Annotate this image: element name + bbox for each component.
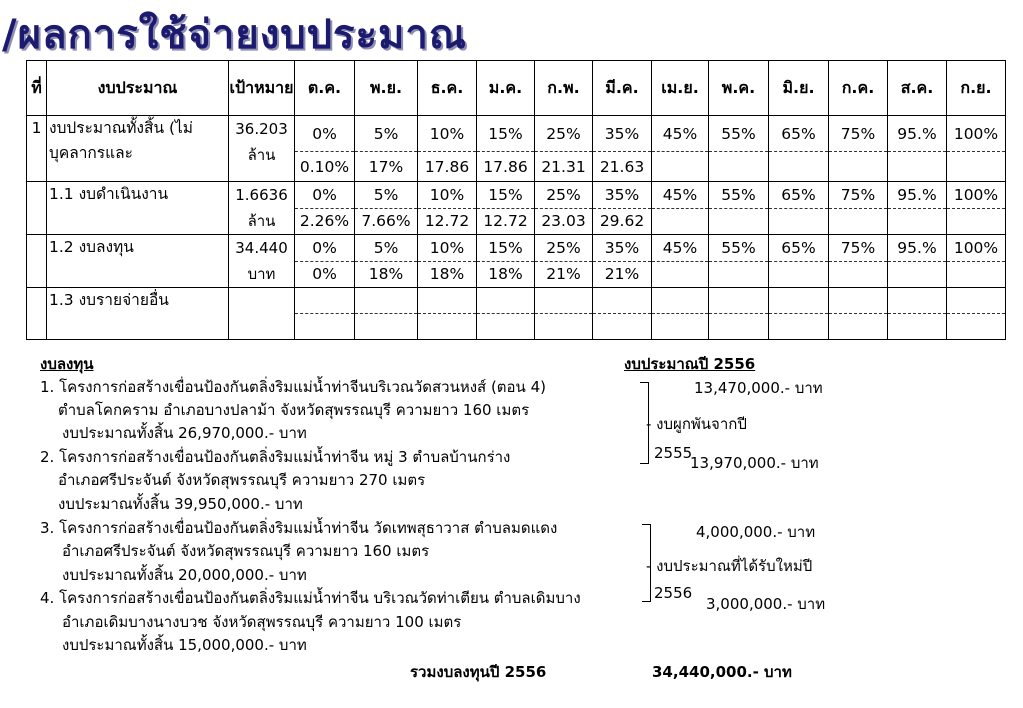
actual-cell [769, 152, 829, 182]
plan-cell: 65% [769, 235, 829, 262]
table-row [27, 288, 1006, 314]
actual-cell [709, 152, 769, 182]
actual-cell [709, 314, 769, 340]
plan-cell [652, 288, 709, 314]
actual-cell [829, 261, 888, 288]
plan-cell [947, 288, 1006, 314]
table-header-row [27, 61, 1006, 116]
budget-label: 1.1 งบดำเนินงาน [47, 182, 229, 235]
column-header: ก.พ. [535, 61, 593, 116]
plan-cell: 100% [947, 182, 1006, 209]
table-row [27, 235, 1006, 262]
project-line: งบประมาณทั้งสิ้น 26,970,000.- บาท [62, 424, 307, 442]
plan-cell: 45% [652, 116, 709, 152]
plan-cell: 55% [709, 235, 769, 262]
actual-cell: 2.26% [295, 208, 355, 235]
row-number [27, 288, 47, 340]
actual-cell: 18% [418, 261, 477, 288]
plan-cell: 15% [477, 182, 535, 209]
plan-cell: 55% [709, 182, 769, 209]
column-header: ก.ค. [829, 61, 888, 116]
column-header: ที่ [27, 61, 47, 116]
column-header: ธ.ค. [418, 61, 477, 116]
project-line: 4. โครงการก่อสร้างเขื่อนป้องกันตลิ่งริมแม่น้ำท่าจีน บริเวณวัดท่าเตียน ตำบลเดิมบาง [40, 589, 581, 607]
plan-cell [888, 288, 947, 314]
target-cell [229, 116, 295, 182]
plan-cell [355, 288, 418, 314]
actual-cell: 17% [355, 152, 418, 182]
plan-cell: 0% [295, 235, 355, 262]
target-unit: ล้าน [247, 146, 276, 164]
column-header: พ.ค. [709, 61, 769, 116]
column-header: เป้าหมาย [229, 61, 295, 116]
project-line: อำเภอศรีประจันต์ จังหวัดสุพรรณบุรี ความยาว 160 เมตร [62, 542, 430, 560]
actual-cell [769, 314, 829, 340]
plan-cell: 35% [593, 116, 652, 152]
amount: 13,970,000.- บาท [690, 454, 819, 472]
plan-cell: 45% [652, 235, 709, 262]
plan-cell [709, 288, 769, 314]
actual-cell [652, 261, 709, 288]
project-line: 1. โครงการก่อสร้างเขื่อนป้องกันตลิ่งริมแม่น้ำท่าจีนบริเวณวัดสวนหงส์ (ตอน 4) [40, 378, 546, 396]
plan-cell: 5% [355, 235, 418, 262]
project-line: ตำบลโคกคราม อำเภอบางปลาม้า จังหวัดสุพรรณบุรี ความยาว 160 เมตร [58, 401, 530, 419]
budget-label: งบประมาณทั้งสิ้น (ไม่บุคลากรและ [47, 116, 229, 182]
actual-cell: 21.31 [535, 152, 593, 182]
target-value: 34.440 [235, 239, 288, 257]
actual-cell [829, 314, 888, 340]
column-header: เม.ย. [652, 61, 709, 116]
plan-cell: 25% [535, 116, 593, 152]
target-cell [229, 288, 295, 340]
plan-cell: 75% [829, 182, 888, 209]
column-header: งบประมาณ [47, 61, 229, 116]
actual-cell [652, 152, 709, 182]
plan-cell: 0% [295, 116, 355, 152]
target-cell [229, 182, 295, 235]
new-budget-note: - งบประมาณที่ได้รับใหม่ปี [646, 557, 813, 575]
actual-cell: 0% [295, 261, 355, 288]
project-line: 3. โครงการก่อสร้างเขื่อนป้องกันตลิ่งริมแม่น้ำท่าจีน วัดเทพสุธาวาส ตำบลมดแดง [40, 519, 558, 537]
plan-cell: 15% [477, 235, 535, 262]
actual-cell [355, 314, 418, 340]
plan-cell: 65% [769, 182, 829, 209]
actual-cell [947, 152, 1006, 182]
budget-year-heading: งบประมาณปี 2556 [624, 355, 756, 373]
actual-cell [769, 208, 829, 235]
actual-cell: 17.86 [477, 152, 535, 182]
actual-cell [829, 152, 888, 182]
investment-heading: งบลงทุน [40, 355, 94, 373]
actual-cell [947, 314, 1006, 340]
row-number [27, 182, 47, 235]
plan-cell: 5% [355, 116, 418, 152]
plan-cell: 10% [418, 182, 477, 209]
plan-cell: 65% [769, 116, 829, 152]
plan-cell [769, 288, 829, 314]
column-header: ก.ย. [947, 61, 1006, 116]
plan-cell: 55% [709, 116, 769, 152]
plan-cell: 75% [829, 116, 888, 152]
plan-cell: 100% [947, 116, 1006, 152]
table-row [27, 116, 1006, 152]
column-header: พ.ย. [355, 61, 418, 116]
plan-cell [295, 288, 355, 314]
plan-cell: 35% [593, 235, 652, 262]
plan-cell: 95.% [888, 182, 947, 209]
row-number [27, 235, 47, 288]
carryover-year: 2555 [654, 444, 693, 462]
target-cell [229, 235, 295, 288]
plan-cell: 25% [535, 235, 593, 262]
actual-cell [652, 314, 709, 340]
actual-cell: 12.72 [418, 208, 477, 235]
target-value: 1.6636 [235, 186, 288, 204]
actual-cell: 29.62 [593, 208, 652, 235]
project-line: 2. โครงการก่อสร้างเขื่อนป้องกันตลิ่งริมแม่น้ำท่าจีน หมู่ 3 ตำบลบ้านกร่าง [40, 448, 511, 466]
project-line: อำเภอเดิมบางนางบวช จังหวัดสุพรรณบุรี ความยาว 100 เมตร [62, 613, 462, 631]
column-header: ต.ค. [295, 61, 355, 116]
plan-cell: 95.% [888, 116, 947, 152]
plan-cell: 15% [477, 116, 535, 152]
plan-cell [477, 288, 535, 314]
actual-cell [535, 314, 593, 340]
table-row [27, 182, 1006, 209]
actual-cell [295, 314, 355, 340]
row-number: 1 [27, 116, 47, 182]
column-header: มี.ค. [593, 61, 652, 116]
actual-cell [652, 208, 709, 235]
plan-cell [829, 288, 888, 314]
carryover-note: - งบผูกพันจากปี [646, 415, 747, 433]
plan-cell: 95.% [888, 235, 947, 262]
actual-cell: 21.63 [593, 152, 652, 182]
actual-cell [947, 208, 1006, 235]
actual-cell [418, 314, 477, 340]
new-budget-year: 2556 [654, 584, 693, 602]
project-line: งบประมาณทั้งสิ้น 39,950,000.- บาท [58, 495, 303, 513]
actual-cell [888, 314, 947, 340]
plan-cell [593, 288, 652, 314]
actual-cell [709, 208, 769, 235]
actual-cell [947, 261, 1006, 288]
plan-cell: 100% [947, 235, 1006, 262]
target-unit: บาท [247, 265, 276, 283]
actual-cell [709, 261, 769, 288]
actual-cell [888, 152, 947, 182]
plan-cell: 35% [593, 182, 652, 209]
investment-section [40, 352, 1000, 692]
column-header: มิ.ย. [769, 61, 829, 116]
amount: 13,470,000.- บาท [694, 379, 823, 397]
plan-cell: 10% [418, 116, 477, 152]
budget-table [26, 60, 1006, 340]
actual-cell: 21% [593, 261, 652, 288]
project-line: งบประมาณทั้งสิ้น 20,000,000.- บาท [62, 566, 307, 584]
plan-cell: 5% [355, 182, 418, 209]
actual-cell [769, 261, 829, 288]
project-line: งบประมาณทั้งสิ้น 15,000,000.- บาท [62, 636, 307, 654]
page-title: /ผลการใช้จ่ายงบประมาณ [2, 12, 467, 58]
project-line: อำเภอศรีประจันต์ จังหวัดสุพรรณบุรี ความยาว 270 เมตร [58, 471, 426, 489]
actual-cell [829, 208, 888, 235]
actual-cell [888, 208, 947, 235]
plan-cell: 0% [295, 182, 355, 209]
actual-cell: 7.66% [355, 208, 418, 235]
actual-cell: 21% [535, 261, 593, 288]
total-label: รวมงบลงทุนปี 2556 [410, 663, 547, 681]
amount: 4,000,000.- บาท [696, 523, 816, 541]
column-header: ม.ค. [477, 61, 535, 116]
actual-cell: 0.10% [295, 152, 355, 182]
actual-cell: 18% [477, 261, 535, 288]
plan-cell [535, 288, 593, 314]
plan-cell: 75% [829, 235, 888, 262]
actual-cell [888, 261, 947, 288]
column-header: ส.ค. [888, 61, 947, 116]
actual-cell: 18% [355, 261, 418, 288]
amount: 3,000,000.- บาท [706, 595, 826, 613]
plan-cell: 10% [418, 235, 477, 262]
total-value: 34,440,000.- บาท [652, 663, 792, 681]
target-unit: ล้าน [247, 212, 276, 230]
budget-label: 1.2 งบลงทุน [47, 235, 229, 288]
plan-cell [418, 288, 477, 314]
actual-cell [477, 314, 535, 340]
plan-cell: 45% [652, 182, 709, 209]
actual-cell: 23.03 [535, 208, 593, 235]
actual-cell: 12.72 [477, 208, 535, 235]
target-value: 36.203 [235, 120, 288, 138]
actual-cell: 17.86 [418, 152, 477, 182]
budget-label: 1.3 งบรายจ่ายอื่น [47, 288, 229, 340]
actual-cell [593, 314, 652, 340]
plan-cell: 25% [535, 182, 593, 209]
